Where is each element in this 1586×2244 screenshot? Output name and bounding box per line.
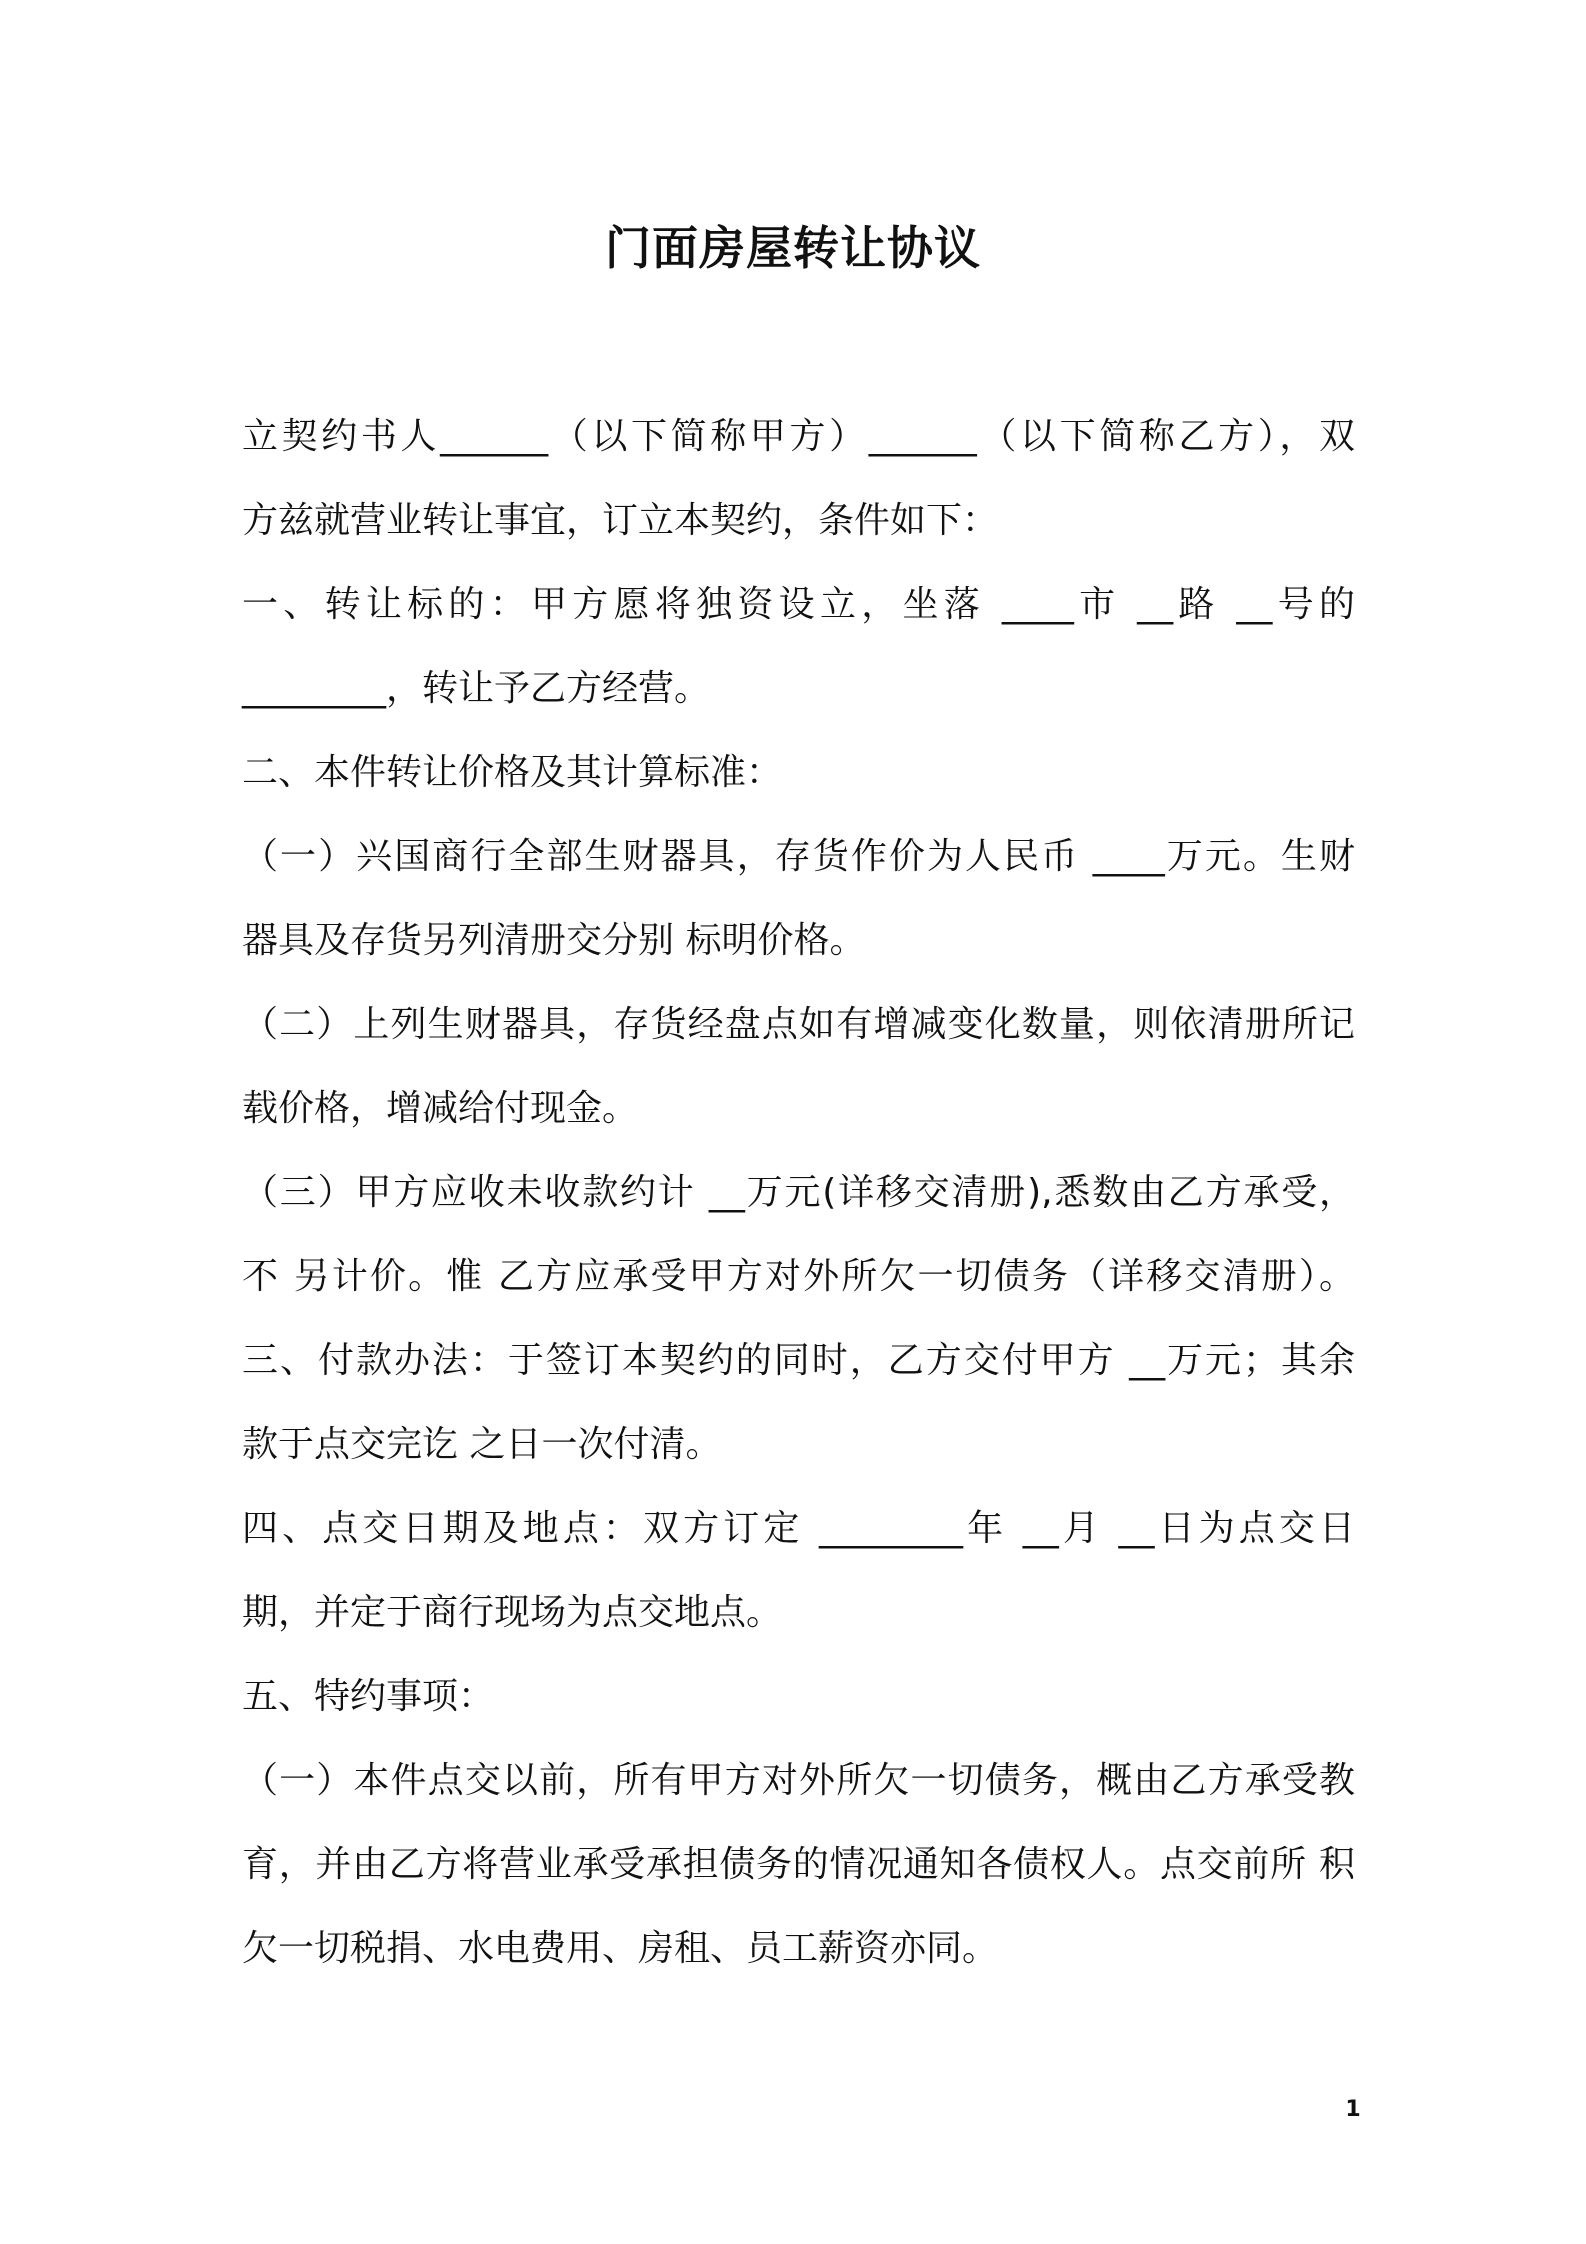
body-line: （一）兴国商行全部生财器具，存货作价为人民币 ____万元。生财 [242,836,1355,877]
document-body [242,395,1355,1991]
body-line: 育，并由乙方将营业承受承担债务的情况通知各债权人。点交前所 积 [242,1844,1355,1885]
body-line: （二）上列生财器具，存货经盘点如有增减变化数量，则依清册所记 [242,1004,1355,1045]
body-line: 款于点交完讫 之日一次付清。 [242,1424,722,1465]
body-line: 欠一切税捐、水电费用、房租、员工薪资亦同。 [242,1928,999,1969]
body-line: （三）甲方应收未收款约计 __万元(详移交清册),悉数由乙方承受， [242,1172,1355,1213]
body-line: ________，转让予乙方经营。 [242,668,711,709]
body-line: 期，并定于商行现场为点交地点。 [242,1592,783,1633]
body-line: 五、特约事项： [242,1676,495,1717]
body-line: 一、转让标的：甲方愿将独资设立，坐落 ____市 __路 __号的 [242,584,1355,625]
document-title: 门面房屋转让协议 [605,221,981,275]
page-number: 1 [1345,2097,1361,2122]
body-line: 方兹就营业转让事宜，订立本契约，条件如下： [242,500,999,541]
body-line: 器具及存货另列清册交分别 标明价格。 [242,920,866,961]
body-line: 四、点交日期及地点：双方订定 ________年 __月 __日为点交日 [242,1508,1355,1549]
body-line: （一）本件点交以前，所有甲方对外所欠一切债务，概由乙方承受教 [242,1760,1355,1801]
body-line: 二、本件转让价格及其计算标准： [242,752,783,793]
body-line: 载价格，增减给付现金。 [242,1088,639,1129]
body-line: 不 另计价。惟 乙方应承受甲方对外所欠一切债务（详移交清册）。 [242,1256,1355,1297]
body-line: 三、付款办法：于签订本契约的同时，乙方交付甲方 __万元；其余 [242,1340,1355,1381]
body-line: 立契约书人______（以下简称甲方）______（以下简称乙方），双 [242,416,1355,457]
